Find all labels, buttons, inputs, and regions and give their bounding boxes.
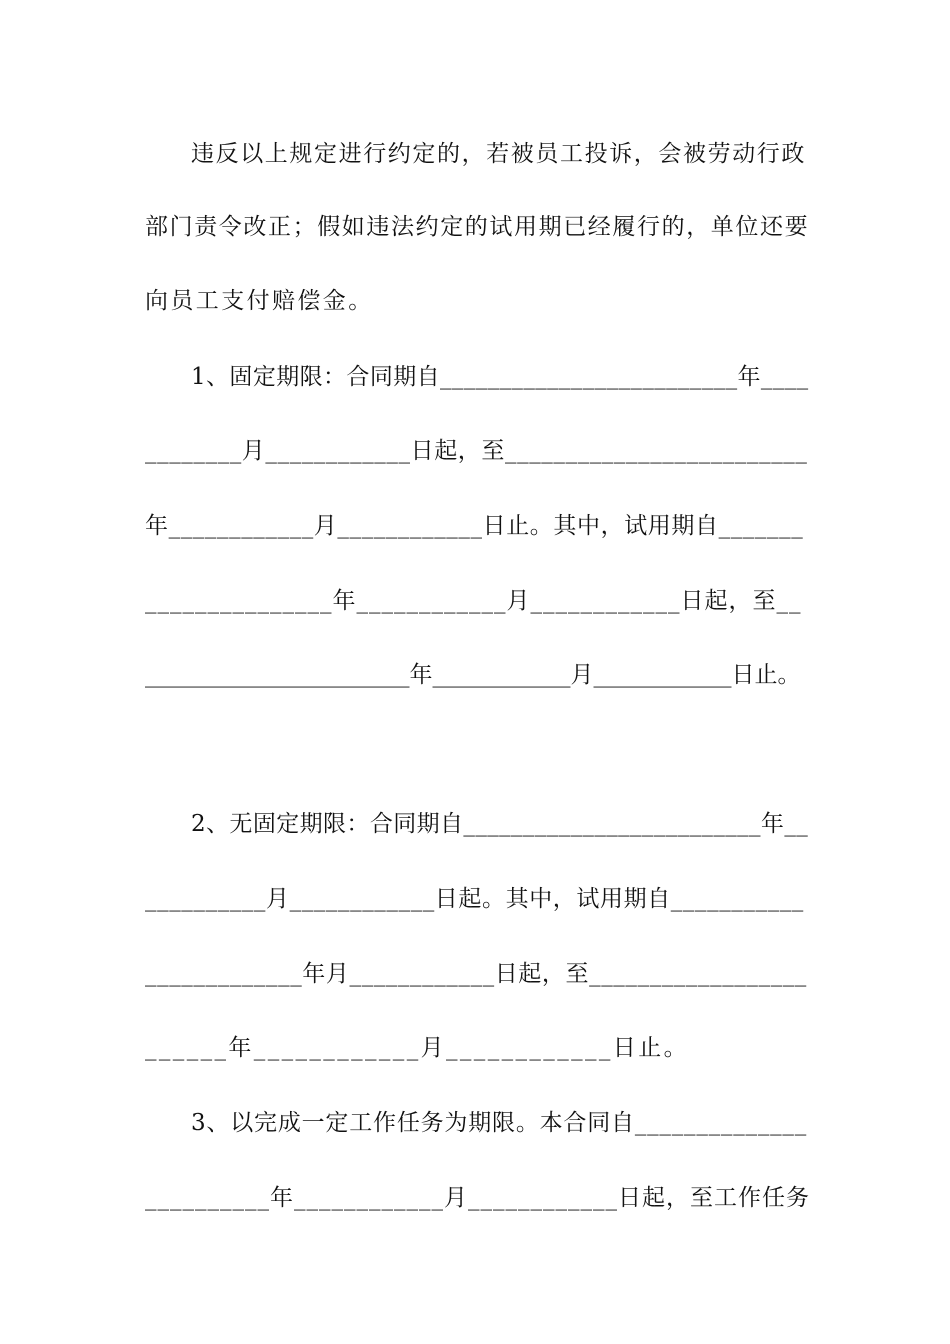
intro-line-1: 违反以上规定进行约定的，若被员工投诉，会被劳动行政: [191, 141, 806, 167]
clause-2-line-4: ______年____________月____________日止。: [145, 1035, 689, 1061]
clause-1-line-2: ________月____________日起，至_________________________: [145, 438, 808, 464]
clause-1-line-4: _______________年____________月____________日起，至__: [145, 588, 802, 614]
clause-3-line-2: __________年____________月____________日起，至工作任务: [145, 1185, 810, 1211]
clause-1-line-1: 1、固定期限：合同期自_________________________年____: [191, 364, 809, 390]
intro-line-2: 部门责令改正；假如违法约定的试用期已经履行的，单位还要: [145, 214, 810, 240]
clause-3-line-1: 3、以完成一定工作任务为期限。本合同自______________: [191, 1110, 808, 1136]
clause-2-line-1: 2、无固定期限：合同期自_________________________年__: [191, 811, 809, 837]
clause-1-line-5: _______________________年____________月____________日止。: [145, 662, 801, 688]
clause-2-line-3: _____________年月____________日起，至__________________: [145, 961, 807, 987]
intro-line-3: 向员工支付赔偿金。: [145, 288, 374, 314]
clause-1-line-3: 年____________月____________日止。其中，试用期自_______: [145, 513, 804, 539]
clause-2-line-2: __________月____________日起。其中，试用期自___________: [145, 886, 804, 912]
